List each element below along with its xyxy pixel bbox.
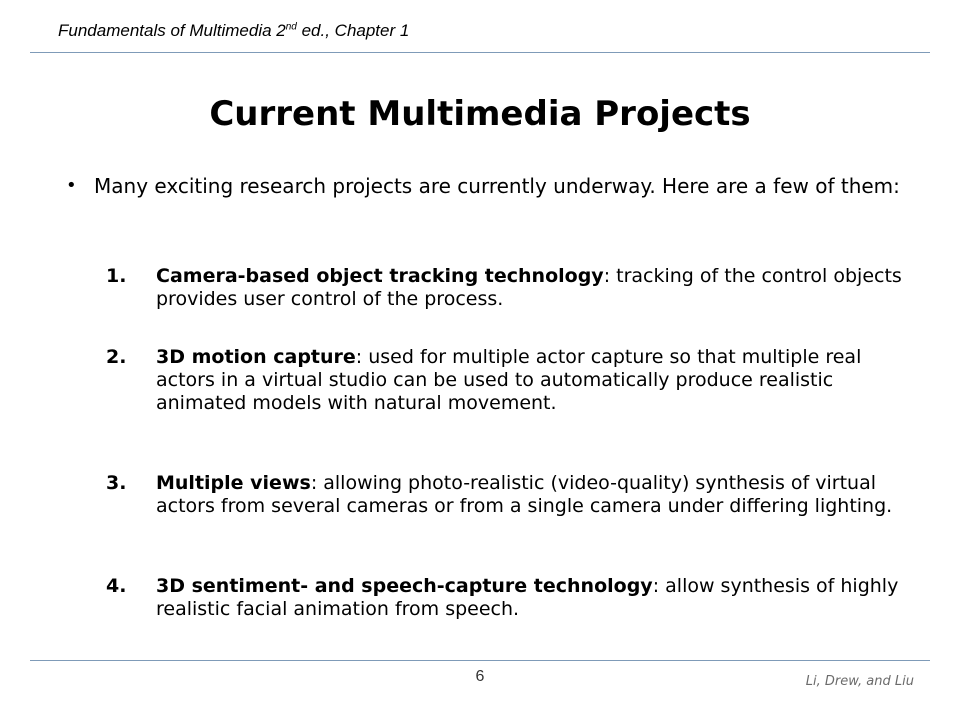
item-content xyxy=(156,346,916,415)
item-description: : used for multiple actor capture so that multiple real actors in a virtual studio can be used to automatically produce realistic animated models with natural movement. xyxy=(156,346,862,414)
header-text-suffix: ed., Chapter 1 xyxy=(296,21,410,40)
item-number: 3. xyxy=(106,472,127,494)
item-description: : allowing photo-realistic (video-quality) synthesis of virtual actors from several cameras or from a single camera under differing lighting. xyxy=(156,472,893,517)
footer-authors: Li, Drew, and Liu xyxy=(805,674,914,689)
item-number: 2. xyxy=(106,346,127,368)
intro-text: Many exciting research projects are currently underway. Here are a few of them: xyxy=(94,174,900,198)
header-course-title xyxy=(58,18,409,44)
item-number: 1. xyxy=(106,265,127,287)
item-description: : tracking of the control objects provides user control of the process. xyxy=(156,265,902,310)
header-divider xyxy=(30,52,930,53)
item-content xyxy=(156,265,916,311)
item-term: 3D sentiment- and speech-capture technology xyxy=(156,575,653,597)
item-term: Camera-based object tracking technology xyxy=(156,265,604,287)
slide-title: Current Multimedia Projects xyxy=(209,94,751,134)
item-number: 4. xyxy=(106,575,127,597)
bullet-icon: • xyxy=(66,175,77,196)
header-text-prefix: Fundamentals of Multimedia 2 xyxy=(58,21,286,40)
footer-divider xyxy=(30,660,930,661)
page-number: 6 xyxy=(475,668,485,685)
item-content xyxy=(156,575,916,621)
item-content xyxy=(156,472,916,518)
header-superscript: nd xyxy=(285,21,297,33)
item-term: Multiple views xyxy=(156,472,311,494)
item-term: 3D motion capture xyxy=(156,346,356,368)
item-description: : allow synthesis of highly realistic facial animation from speech. xyxy=(156,575,899,620)
